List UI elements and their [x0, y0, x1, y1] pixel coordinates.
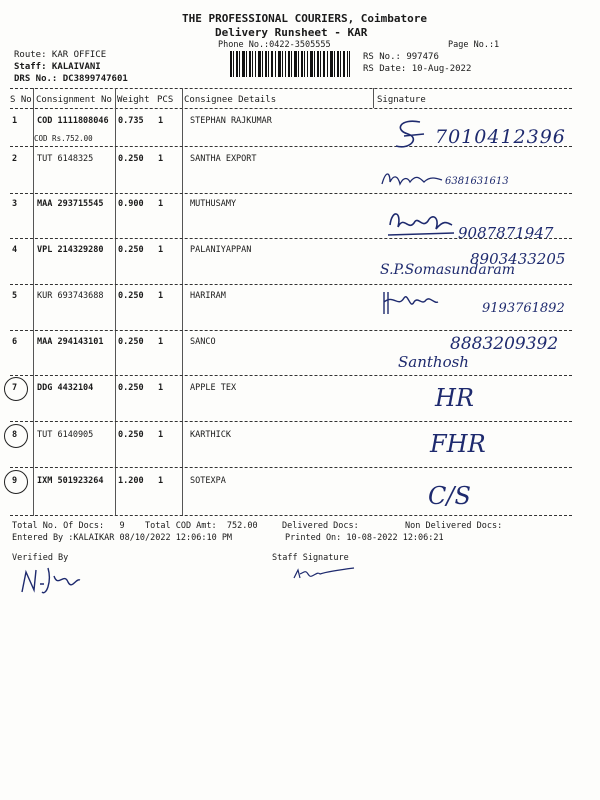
- row-consignment: DDG 4432104: [37, 383, 94, 393]
- handwritten-initials: C/S: [428, 482, 471, 510]
- row-pcs: 1: [158, 383, 164, 393]
- signature-mark: [390, 118, 430, 156]
- row-pcs: 1: [158, 199, 164, 209]
- col-signature: Signature: [377, 95, 426, 105]
- row-pcs: 1: [158, 291, 164, 301]
- row-consignment: VPL 214329280: [37, 245, 104, 255]
- rs-date: RS Date: 10-Aug-2022: [363, 64, 472, 74]
- handwritten-phone: 9087871947: [458, 224, 554, 242]
- table-bottom-rule: [10, 515, 572, 516]
- row-consignment: IXM 501923264: [37, 476, 104, 486]
- staff-signature: [292, 566, 356, 586]
- row-weight: 0.900: [118, 199, 144, 209]
- col-weight: Weight: [117, 95, 150, 105]
- route-label: Route: KAR OFFICE: [14, 50, 107, 60]
- row-weight: 0.250: [118, 430, 144, 440]
- barcode: [230, 51, 350, 77]
- col-divider: [115, 88, 116, 516]
- row-consignee: APPLE TEX: [190, 383, 237, 393]
- row-consignment: COD 1111808046: [37, 116, 109, 126]
- row-consignment: TUT 6148325: [37, 154, 94, 164]
- total-cod: Total COD Amt: 752.00: [145, 521, 258, 531]
- row-consignee: HARIRAM: [190, 291, 226, 301]
- row-pcs: 1: [158, 245, 164, 255]
- handwritten-name: Santhosh: [398, 353, 469, 371]
- col-consignment: Consignment No: [36, 95, 112, 105]
- non-delivered-docs: Non Delivered Docs:: [405, 521, 503, 531]
- handwritten-phone: 9193761892: [482, 301, 565, 316]
- phone-number: Phone No.:0422-3505555: [218, 40, 331, 50]
- row-weight: 1.200: [118, 476, 144, 486]
- row-weight: 0.250: [118, 245, 144, 255]
- table-header-rule: [10, 108, 572, 109]
- printed-on: Printed On: 10-08-2022 12:06:21: [285, 533, 444, 543]
- row-sno: 8: [12, 430, 18, 440]
- row-consignment: MAA 294143101: [37, 337, 104, 347]
- row-weight: 0.250: [118, 383, 144, 393]
- row-sno: 5: [12, 291, 18, 301]
- row-rule: [10, 375, 572, 376]
- row-consignee: PALANIYAPPAN: [190, 245, 252, 255]
- row-pcs: 1: [158, 430, 164, 440]
- handwritten-phone: 8903433205: [470, 250, 566, 268]
- handwritten-initials: FHR: [430, 430, 486, 458]
- delivered-docs: Delivered Docs:: [282, 521, 359, 531]
- row-consignment: TUT 6140905: [37, 430, 94, 440]
- staff-signature-label: Staff Signature: [272, 553, 349, 563]
- col-divider: [182, 88, 183, 516]
- page-number: Page No.:1: [448, 40, 500, 50]
- row-consignee: SANTHA EXPORT: [190, 154, 257, 164]
- row-pcs: 1: [158, 337, 164, 347]
- row-consignee: STEPHAN RAJKUMAR: [190, 116, 272, 126]
- col-pcs: PCS: [157, 95, 174, 105]
- row-weight: 0.735: [118, 116, 144, 126]
- signature-mark: [380, 288, 440, 322]
- signature-mark: [386, 205, 456, 243]
- handwritten-name: S.P.Somasundaram: [380, 262, 516, 278]
- company-title: THE PROFESSIONAL COURIERS, Coimbatore: [182, 12, 428, 25]
- cod-note: COD Rs.752.00: [34, 134, 93, 143]
- row-sno: 3: [12, 199, 18, 209]
- row-sno: 9: [12, 476, 18, 486]
- row-weight: 0.250: [118, 337, 144, 347]
- col-consignee: Consignee Details: [184, 95, 277, 105]
- handwritten-phone: 8883209392: [450, 334, 559, 354]
- handwritten-phone: 7010412396: [435, 126, 566, 148]
- col-divider: [373, 88, 374, 108]
- handwritten-initials: HR: [435, 384, 474, 412]
- verified-by-label: Verified By: [12, 553, 69, 563]
- row-rule: [10, 193, 572, 194]
- row-sno: 1: [12, 116, 18, 126]
- row-consignee: KARTHICK: [190, 430, 231, 440]
- row-sno: 7: [12, 383, 18, 393]
- row-sno: 2: [12, 154, 18, 164]
- row-rule: [10, 421, 572, 422]
- col-sno: S No: [10, 95, 32, 105]
- row-consignment: MAA 293715545: [37, 199, 104, 209]
- row-pcs: 1: [158, 476, 164, 486]
- total-docs: Total No. Of Docs: 9: [12, 521, 125, 531]
- entered-by: Entered By :KALAIKAR 08/10/2022 12:06:10 PM: [12, 533, 233, 543]
- row-consignee: SANCO: [190, 337, 216, 347]
- row-consignee: MUTHUSAMY: [190, 199, 237, 209]
- verifier-signature: [18, 562, 82, 604]
- row-weight: 0.250: [118, 291, 144, 301]
- drs-number: DRS No.: DC3899747601: [14, 74, 128, 84]
- row-rule: [10, 284, 572, 285]
- table-top-rule: [10, 88, 572, 89]
- row-consignment: KUR 693743688: [37, 291, 104, 301]
- row-weight: 0.250: [118, 154, 144, 164]
- signature-mark: [380, 168, 444, 194]
- row-sno: 6: [12, 337, 18, 347]
- row-pcs: 1: [158, 116, 164, 126]
- row-rule: [10, 330, 572, 331]
- runsheet-title: Delivery Runsheet - KAR: [215, 26, 368, 39]
- staff-label: Staff: KALAIVANI: [14, 62, 101, 72]
- row-consignee: SOTEXPA: [190, 476, 226, 486]
- row-pcs: 1: [158, 154, 164, 164]
- row-sno: 4: [12, 245, 18, 255]
- col-divider: [33, 88, 34, 516]
- handwritten-phone: 6381631613: [445, 176, 509, 187]
- rs-number: RS No.: 997476: [363, 52, 439, 62]
- row-rule: [10, 467, 572, 468]
